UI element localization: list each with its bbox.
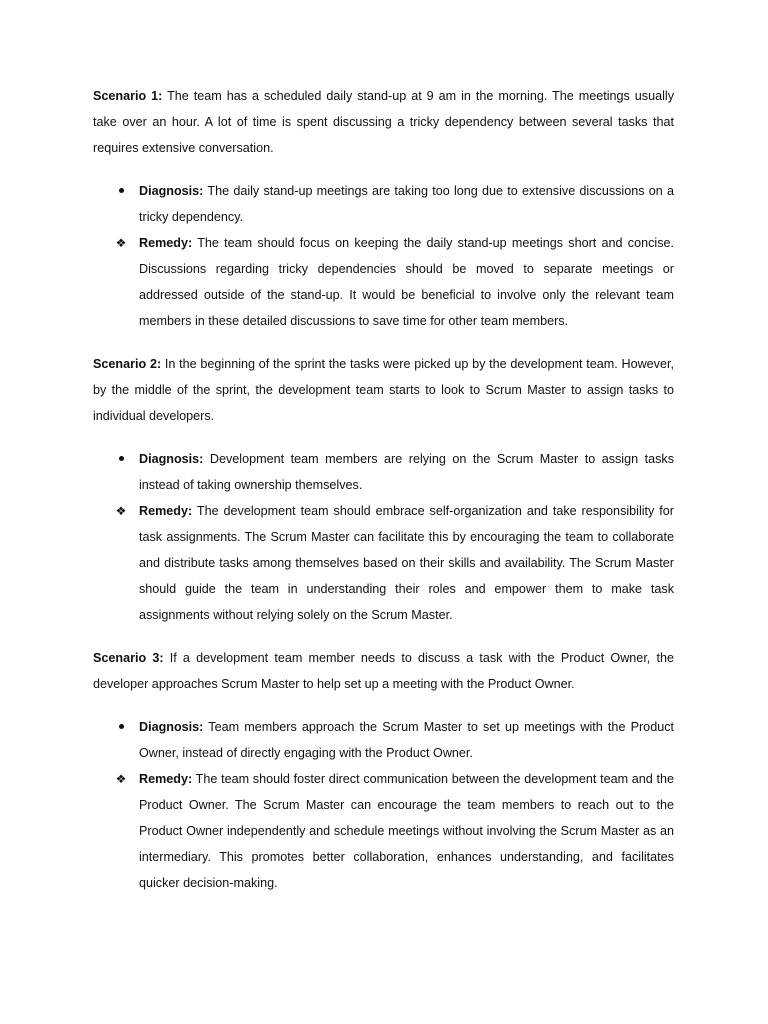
diagnosis-label: Diagnosis:: [139, 720, 204, 734]
scenario-label: Scenario 3:: [93, 651, 164, 665]
scenario-1: [93, 83, 674, 334]
diagnosis-item: [93, 714, 674, 766]
diamond-bullet-icon: ❖: [115, 772, 127, 786]
diagnosis-item: [93, 446, 674, 498]
bullet-dot-icon: [114, 446, 128, 472]
remedy-paragraph: [139, 498, 674, 628]
scenario-2: [93, 351, 674, 628]
remedy-label: Remedy:: [139, 504, 193, 518]
diagnosis-paragraph: [139, 178, 674, 230]
remedy-label: Remedy:: [139, 236, 193, 250]
diagnosis-text: The daily stand-up meetings are taking too long due to extensive discussions on a tricky dependency.: [139, 184, 674, 224]
scenario-paragraph: [93, 83, 674, 161]
remedy-item: [93, 498, 674, 628]
diagnosis-text: Development team members are relying on the Scrum Master to assign tasks instead of taking ownership themselves.: [139, 452, 674, 492]
remedy-text: The team should focus on keeping the daily stand-up meetings short and concise. Discussions regarding tricky dependencies should be moved to separate meetings or addressed outside of the stand-up. It would be beneficial to involve only the relevant team members in these detailed discussions to save time for other team members.: [139, 236, 674, 328]
remedy-paragraph: [139, 230, 674, 334]
scenario-text: If a development team member needs to discuss a task with the Product Owner, the developer approaches Scrum Master to help set up a meeting with the Product Owner.: [93, 651, 674, 691]
diamond-bullet-icon: ❖: [115, 504, 127, 518]
diagnosis-item: [93, 178, 674, 230]
scenario-label: Scenario 1:: [93, 89, 163, 103]
diagnosis-paragraph: [139, 446, 674, 498]
scenario-points: [93, 178, 674, 334]
diagnosis-label: Diagnosis:: [139, 452, 204, 466]
scenario-label: Scenario 2:: [93, 357, 162, 371]
scenario-paragraph: [93, 351, 674, 429]
remedy-label: Remedy:: [139, 772, 193, 786]
scenario-paragraph: [93, 645, 674, 697]
bullet-dot-icon: [114, 178, 128, 204]
scenario-3: [93, 645, 674, 896]
diagnosis-label: Diagnosis:: [139, 184, 204, 198]
scenario-points: [93, 714, 674, 896]
diamond-bullet-icon: ❖: [115, 236, 127, 250]
remedy-paragraph: [139, 766, 674, 896]
remedy-item: [93, 230, 674, 334]
remedy-text: The development team should embrace self-organization and take responsibility for task assignments. The Scrum Master can facilitate this by encouraging the team to collaborate and distribute tasks among themselves based on their skills and availability. The Scrum Master should guide the team in understanding their roles and empower them to make task assignments without relying solely on the Scrum Master.: [139, 504, 674, 622]
bullet-dot-icon: [114, 714, 128, 740]
scenario-points: [93, 446, 674, 628]
diagnosis-paragraph: [139, 714, 674, 766]
remedy-text: The team should foster direct communication between the development team and the Product Owner. The Scrum Master can encourage the team members to reach out to the Product Owner independently and schedule meetings without involving the Scrum Master as an intermediary. This promotes better collaboration, enhances understanding, and facilitates quicker decision-making.: [139, 772, 674, 890]
scenario-text: The team has a scheduled daily stand-up at 9 am in the morning. The meetings usually take over an hour. A lot of time is spent discussing a tricky dependency between several tasks that requires extensive conversation.: [93, 89, 674, 155]
scenario-text: In the beginning of the sprint the tasks were picked up by the development team. However, by the middle of the sprint, the development team starts to look to Scrum Master to assign tasks to individual developers.: [93, 357, 674, 423]
diagnosis-text: Team members approach the Scrum Master to set up meetings with the Product Owner, instead of directly engaging with the Product Owner.: [139, 720, 674, 760]
remedy-item: [93, 766, 674, 896]
